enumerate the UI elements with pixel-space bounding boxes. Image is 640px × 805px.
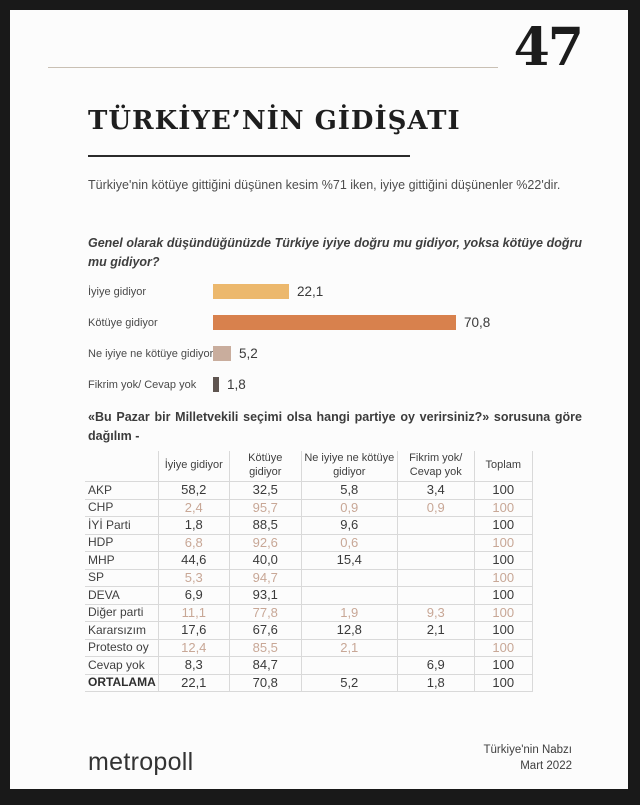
table-cell: 67,6	[229, 622, 301, 640]
table-row	[85, 639, 532, 657]
table-cell: 100	[474, 587, 532, 605]
table-cell: 100	[474, 674, 532, 692]
table-row	[85, 569, 532, 587]
page-title: TÜRKİYE’NİN GİDİŞATI	[88, 106, 461, 136]
chart-row	[88, 338, 588, 369]
row-label: MHP	[85, 552, 158, 570]
summary-text: Türkiye'nin kötüye gittiğini düşünen kesim %71 iken, iyiye gittiğini düşünenler %22'dir.	[88, 178, 561, 192]
chart-category-label: Kötüye gidiyor	[88, 316, 158, 329]
chart-category-label: Fikrim yok/ Cevap yok	[88, 378, 197, 391]
row-label: CHP	[85, 499, 158, 517]
table-cell: 58,2	[158, 482, 229, 500]
row-label: Kararsızım	[85, 622, 158, 640]
table-cell: 3,4	[397, 482, 474, 500]
table-cell: 94,7	[229, 569, 301, 587]
trend-chart	[88, 276, 588, 400]
table-cell: 100	[474, 499, 532, 517]
row-label: HDP	[85, 534, 158, 552]
table-cell: 12,8	[301, 622, 397, 640]
table-cell: 1,8	[397, 674, 474, 692]
table-cell: 95,7	[229, 499, 301, 517]
table-cell: 15,4	[301, 552, 397, 570]
table-header-row	[85, 451, 532, 482]
results-table	[85, 451, 533, 692]
table-cell: 5,3	[158, 569, 229, 587]
table-row	[85, 499, 532, 517]
table-cell: 40,0	[229, 552, 301, 570]
table-cell: 77,8	[229, 604, 301, 622]
table-row	[85, 534, 532, 552]
table-cell: 92,6	[229, 534, 301, 552]
table-row	[85, 622, 532, 640]
table-cell	[397, 552, 474, 570]
table-cell: 6,8	[158, 534, 229, 552]
chart-row	[88, 369, 588, 400]
report-info	[484, 742, 572, 775]
row-label: SP	[85, 569, 158, 587]
table-cell	[397, 534, 474, 552]
column-header: Kötüye gidiyor	[229, 451, 301, 482]
table-cell: 5,2	[301, 674, 397, 692]
table-cell: 44,6	[158, 552, 229, 570]
row-label: Diğer parti	[85, 604, 158, 622]
column-header: Fikrim yok/ Cevap yok	[397, 451, 474, 482]
table-cell: 100	[474, 569, 532, 587]
chart-bar-area	[213, 284, 323, 299]
chart-value-label: 22,1	[297, 284, 324, 299]
table-cell: 1,9	[301, 604, 397, 622]
table-cell: 2,4	[158, 499, 229, 517]
table-cell: 2,1	[397, 622, 474, 640]
chart-bar-area	[213, 346, 258, 361]
row-label: Protesto oy	[85, 639, 158, 657]
header-rule	[48, 67, 498, 68]
table-cell: 0,6	[301, 534, 397, 552]
table-cell: 88,5	[229, 517, 301, 535]
table-cell: 6,9	[158, 587, 229, 605]
column-header: Toplam	[474, 451, 532, 482]
chart-bar	[213, 315, 456, 330]
table-cell: 100	[474, 657, 532, 675]
column-header: Ne iyiye ne kötüye gidiyor	[301, 451, 397, 482]
survey-question: Genel olarak düşündüğünüzde Türkiye iyiye doğru mu gidiyor, yoksa kötüye doğru mu gidiyor?	[88, 236, 582, 269]
table-cell: 0,9	[301, 499, 397, 517]
table-cell: 22,1	[158, 674, 229, 692]
table-cell: 100	[474, 622, 532, 640]
row-label: DEVA	[85, 587, 158, 605]
chart-category-label: İyiye gidiyor	[88, 285, 147, 298]
report-page	[10, 10, 628, 789]
chart-value-label: 1,8	[227, 377, 246, 392]
table-row	[85, 657, 532, 675]
row-label: İYİ Parti	[85, 517, 158, 535]
table-row	[85, 552, 532, 570]
table-row	[85, 587, 532, 605]
table-row	[85, 604, 532, 622]
column-header: İyiye gidiyor	[158, 451, 229, 482]
table-cell	[397, 517, 474, 535]
chart-bar	[213, 346, 231, 361]
table-row	[85, 517, 532, 535]
table-cell: 100	[474, 604, 532, 622]
page-footer	[88, 742, 572, 775]
table-cell: 11,1	[158, 604, 229, 622]
table-intro: «Bu Pazar bir Milletvekili seçimi olsa hangi partiye oy verirsiniz?» sorusuna göre dağılım -	[88, 410, 582, 443]
column-header	[85, 451, 158, 482]
title-underline	[88, 155, 410, 157]
table-cell: 32,5	[229, 482, 301, 500]
table-cell: 6,9	[397, 657, 474, 675]
table-cell: 2,1	[301, 639, 397, 657]
page-number: 47	[513, 17, 582, 78]
table-cell: 100	[474, 639, 532, 657]
report-date: Mart 2022	[520, 760, 572, 773]
chart-row	[88, 307, 588, 338]
table-cell	[397, 587, 474, 605]
row-label: AKP	[85, 482, 158, 500]
table-cell: 0,9	[397, 499, 474, 517]
table-cell	[301, 569, 397, 587]
row-label: ORTALAMA	[85, 674, 158, 692]
table-row	[85, 674, 532, 692]
table-cell: 1,8	[158, 517, 229, 535]
table-cell: 85,5	[229, 639, 301, 657]
chart-value-label: 5,2	[239, 346, 258, 361]
chart-bar-area	[213, 377, 246, 392]
table-cell: 17,6	[158, 622, 229, 640]
table-cell: 100	[474, 482, 532, 500]
table-row	[85, 482, 532, 500]
table-cell	[397, 569, 474, 587]
table-cell	[301, 657, 397, 675]
table-cell	[301, 587, 397, 605]
table-cell: 8,3	[158, 657, 229, 675]
table-cell: 84,7	[229, 657, 301, 675]
metropoll-logo: metropoll	[88, 748, 194, 776]
row-label: Cevap yok	[85, 657, 158, 675]
table-cell: 100	[474, 534, 532, 552]
table-cell: 70,8	[229, 674, 301, 692]
chart-bar	[213, 284, 289, 299]
table-cell: 12,4	[158, 639, 229, 657]
chart-category-label: Ne iyiye ne kötüye gidiyor	[88, 347, 214, 360]
table-cell	[397, 639, 474, 657]
table-cell: 5,8	[301, 482, 397, 500]
chart-bar-area	[213, 315, 490, 330]
table-cell: 100	[474, 517, 532, 535]
chart-value-label: 70,8	[464, 315, 491, 330]
table-cell: 9,6	[301, 517, 397, 535]
table-cell: 93,1	[229, 587, 301, 605]
table-cell: 100	[474, 552, 532, 570]
chart-row	[88, 276, 588, 307]
table-cell: 9,3	[397, 604, 474, 622]
table-body	[85, 482, 532, 692]
chart-bar	[213, 377, 219, 392]
report-title: Türkiye'nin Nabzı	[483, 743, 572, 756]
